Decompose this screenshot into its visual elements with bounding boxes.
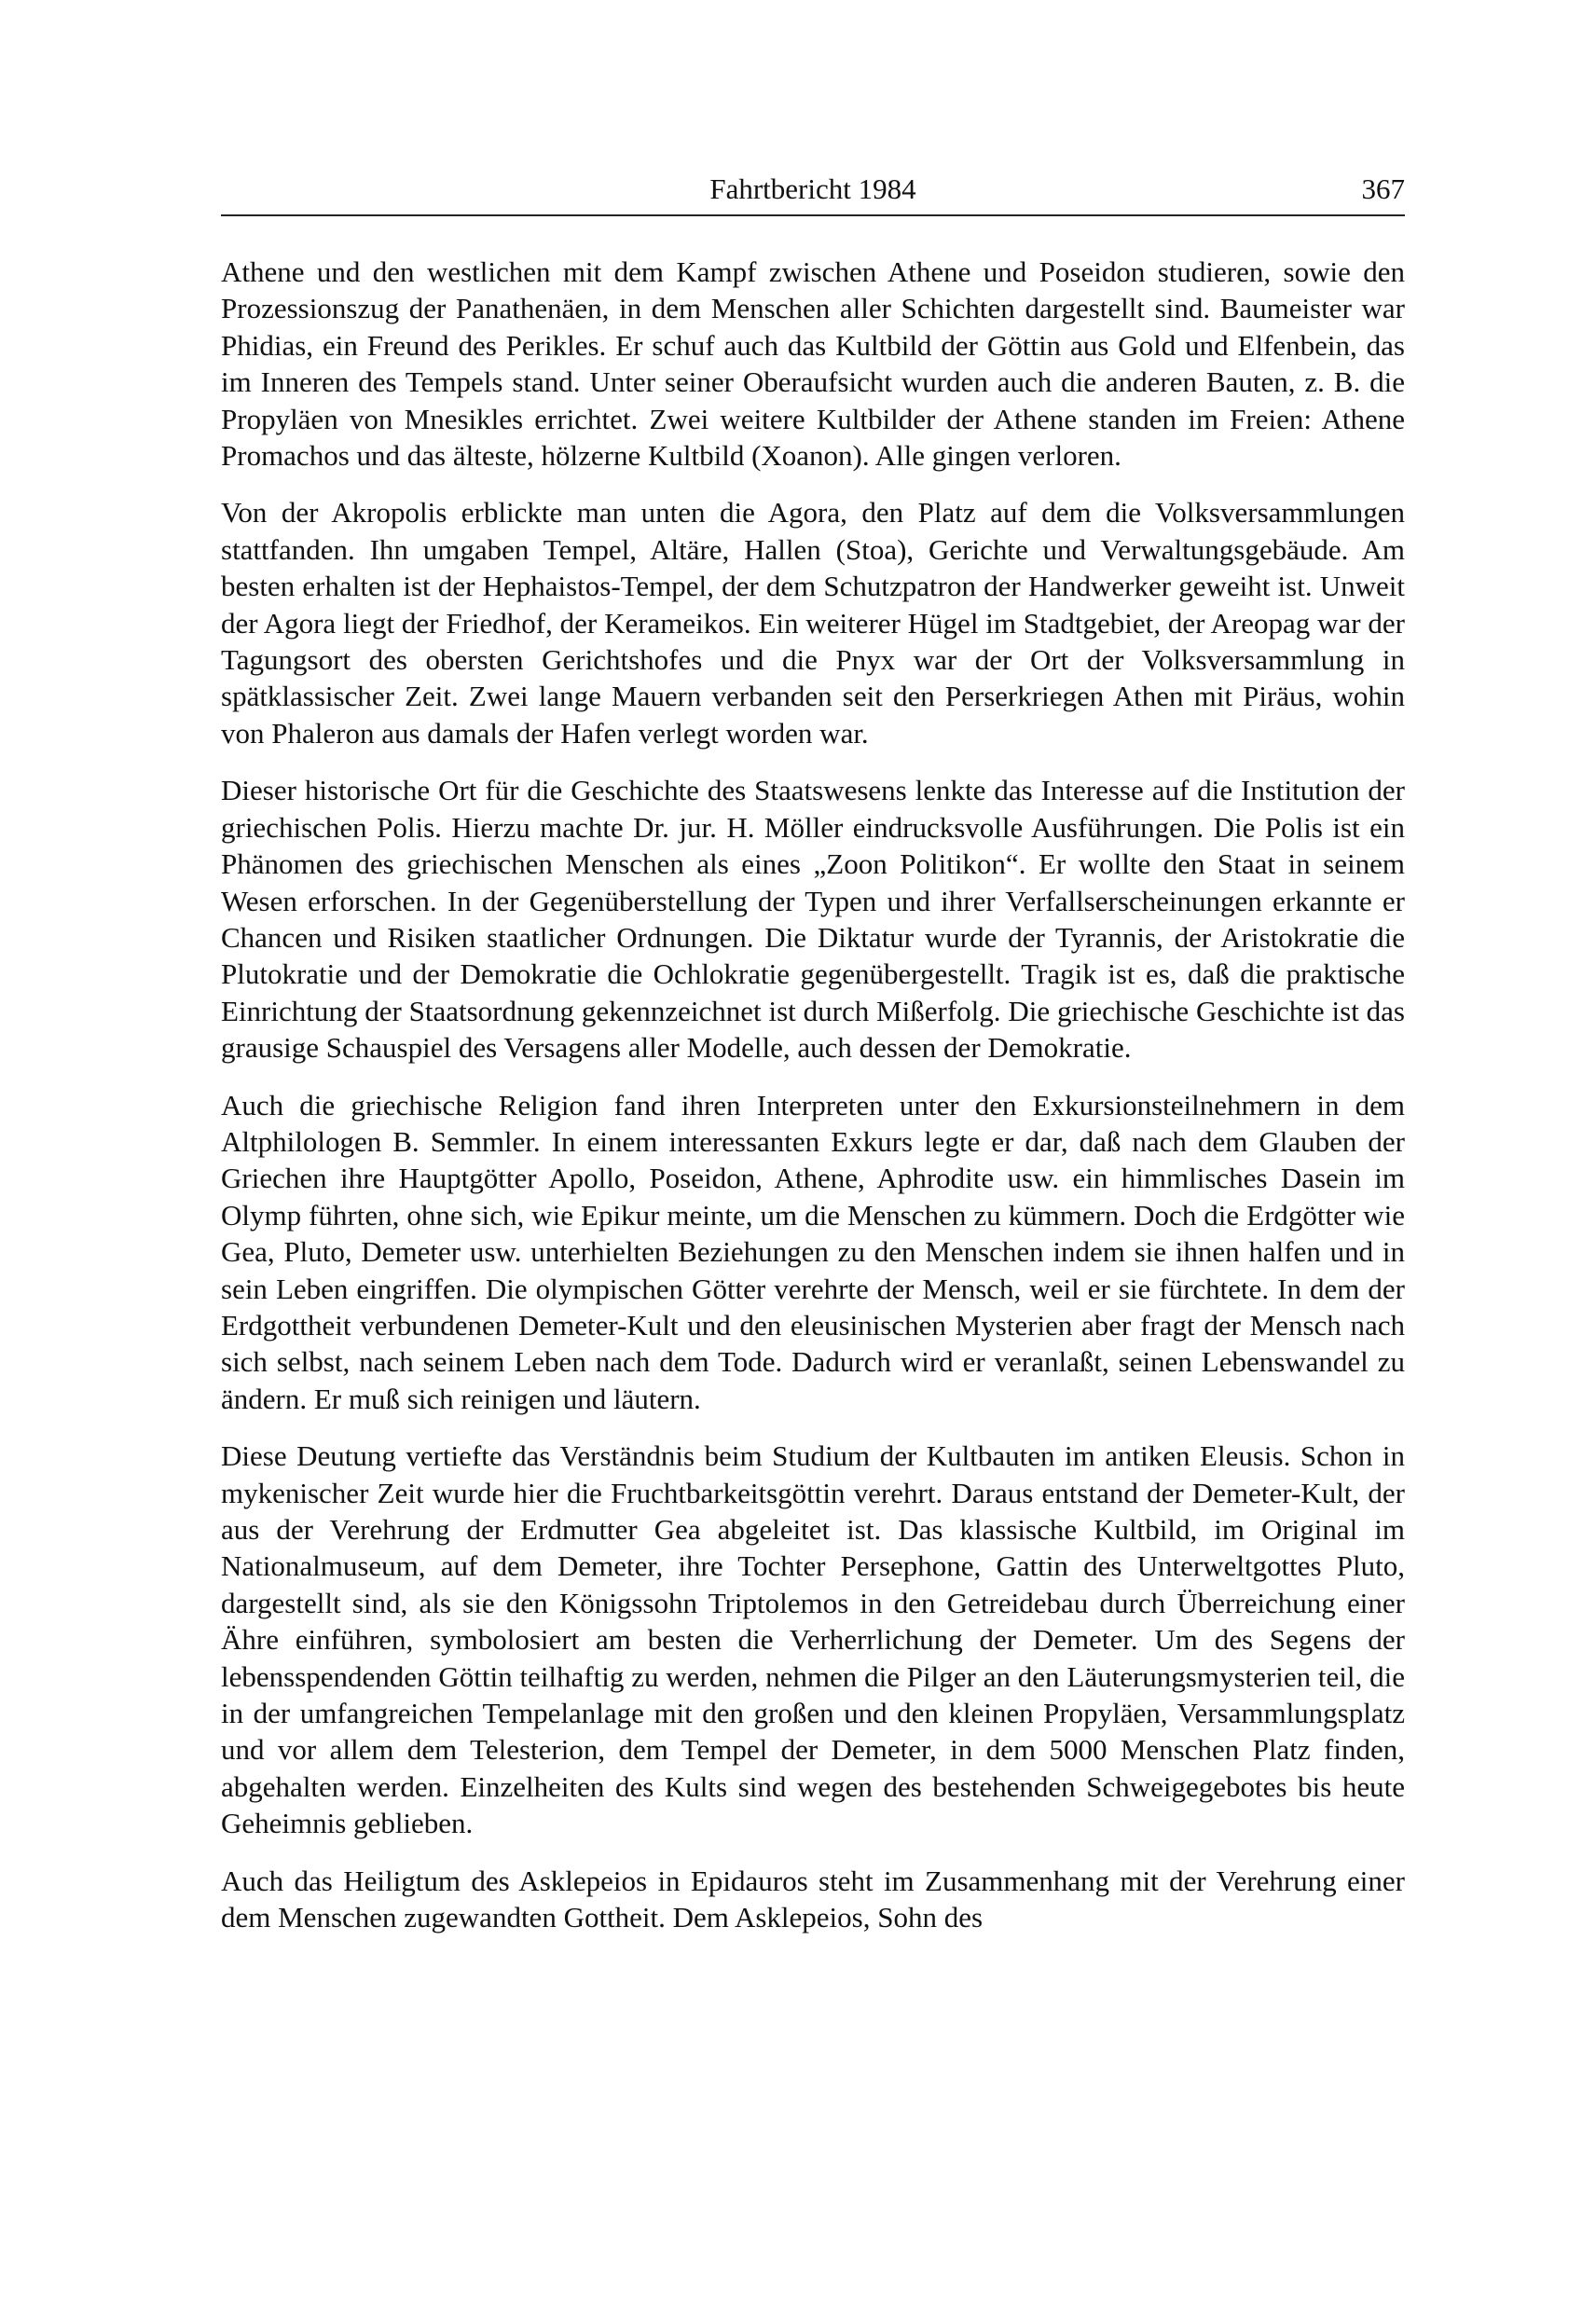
paragraph-4: Auch die griechische Religion fand ihren Interpreten unter den Exkursionsteilnehmern in dem Altphilologen B. Semmler. In einem interessanten Exkurs legte er dar, daß nach dem Glauben der Griechen ihre Hauptgötter Apollo, Poseidon, Athene, Aphrodite usw. ein himmlisches Dasein im Olymp führten, ohne sich, wie Epikur meinte, um die Menschen zu kümmern. Doch die Erdgötter wie Gea, Pluto, Demeter usw. unterhielten Beziehungen zu den Menschen indem sie ihnen halfen und in sein Leben eingriffen. Die olympischen Götter verehrte der Mensch, weil er sie fürchtete. In dem der Erdgottheit verbundenen Demeter-Kult und den eleusinischen Mysterien aber fragt der Mensch nach sich selbst, nach seinem Leben nach dem Tode. Dadurch wird er veranlaßt, seinen Lebenswandel zu ändern. Er muß sich reinigen und läutern.	[221, 1088, 1405, 1415]
running-header	[221, 168, 1405, 216]
page-number: 367	[1361, 172, 1405, 205]
body-text	[221, 254, 1405, 1956]
running-title: Fahrtbericht 1984	[709, 172, 916, 205]
paragraph-6: Auch das Heiligtum des Asklepeios in Epidauros steht im Zusammenhang mit der Verehrung einer dem Menschen zugewandten Gottheit. Dem Asklepeios, Sohn des	[221, 1864, 1405, 1934]
paragraph-2: Von der Akropolis erblickte man unten die Agora, den Platz auf dem die Volksversammlungen stattfanden. Ihn umgaben Tempel, Altäre, Hallen (Stoa), Gerichte und Verwaltungsgebäude. Am besten erhalten ist der Hephaistos-Tempel, der dem Schutzpatron der Handwerker geweiht ist. Unweit der Agora liegt der Friedhof, der Kerameikos. Ein weiterer Hügel im Stadtgebiet, der Areopag war der Tagungsort des obersten Gerichtshofes und die Pnyx war der Ort der Volksversammlung in spätklassischer Zeit. Zwei lange Mauern verbanden seit den Perserkriegen Athen mit Piräus, wohin von Phaleron aus damals der Hafen verlegt worden war.	[221, 496, 1405, 750]
paragraph-1: Athene und den westlichen mit dem Kampf zwischen Athene und Poseidon studieren, sowie den Prozessionszug der Panathenäen, in dem Menschen aller Schichten dargestellt sind. Baumeister war Phidias, ein Freund des Perikles. Er schuf auch das Kultbild der Göttin aus Gold und Elfenbein, das im Inneren des Tempels stand. Unter seiner Oberaufsicht wurden auch die anderen Bauten, z. B. die Propyläen von Mnesikles errichtet. Zwei weitere Kultbilder der Athene standen im Freien: Athene Promachos und das älteste, hölzerne Kultbild (Xoanon). Alle gingen verloren.	[221, 255, 1405, 473]
paragraph-5: Diese Deutung vertiefte das Verständnis beim Studium der Kultbauten im antiken Eleusis. Schon in mykenischer Zeit wurde hier die Fruchtbarkeitsgöttin verehrt. Daraus entstand der Demeter-Kult, der aus der Verehrung der Erdmutter Gea abgeleitet ist. Das klassische Kultbild, im Original im Nationalmuseum, auf dem Demeter, ihre Tochter Persephone, Gattin des Unterweltgottes Pluto, dargestellt sind, als sie den Königssohn Triptolemos in den Getreidebau durch Überreichung einer Ähre einführen, symbolosiert am besten die Verherrlichung der Demeter. Um des Segens der lebensspendenden Göttin teilhaftig zu werden, nehmen die Pilger an den Läuterungsmysterien teil, die in der umfangreichen Tempelanlage mit den großen und den kleinen Propyläen, Versammlungsplatz und vor allem dem Telesterion, dem Tempel der Demeter, in dem 5000 Menschen Platz finden, abgehalten werden. Einzelheiten des Kults sind wegen des bestehenden Schweigegebotes bis heute Geheimnis geblieben.	[221, 1439, 1405, 1840]
paragraph-3: Dieser historische Ort für die Geschichte des Staatswesens lenkte das Interesse auf die Institution der griechischen Polis. Hierzu machte Dr. jur. H. Möller eindrucksvolle Ausführungen. Die Polis ist ein Phänomen des griechischen Menschen als eines „Zoon Politikon“. Er wollte den Staat in seinem Wesen erforschen. In der Gegenüberstellung der Typen und ihrer Verfallserscheinungen erkannte er Chancen und Risiken staatlicher Ordnungen. Die Diktatur wurde der Tyrannis, der Aristokratie die Plutokratie und der Demokratie die Ochlokratie gegenübergestellt. Tragik ist es, daß die praktische Einrichtung der Staatsordnung gekennzeichnet ist durch Mißerfolg. Die griechische Geschichte ist das grausige Schauspiel des Versagens aller Modelle, auch dessen der Demokratie.	[221, 774, 1405, 1065]
